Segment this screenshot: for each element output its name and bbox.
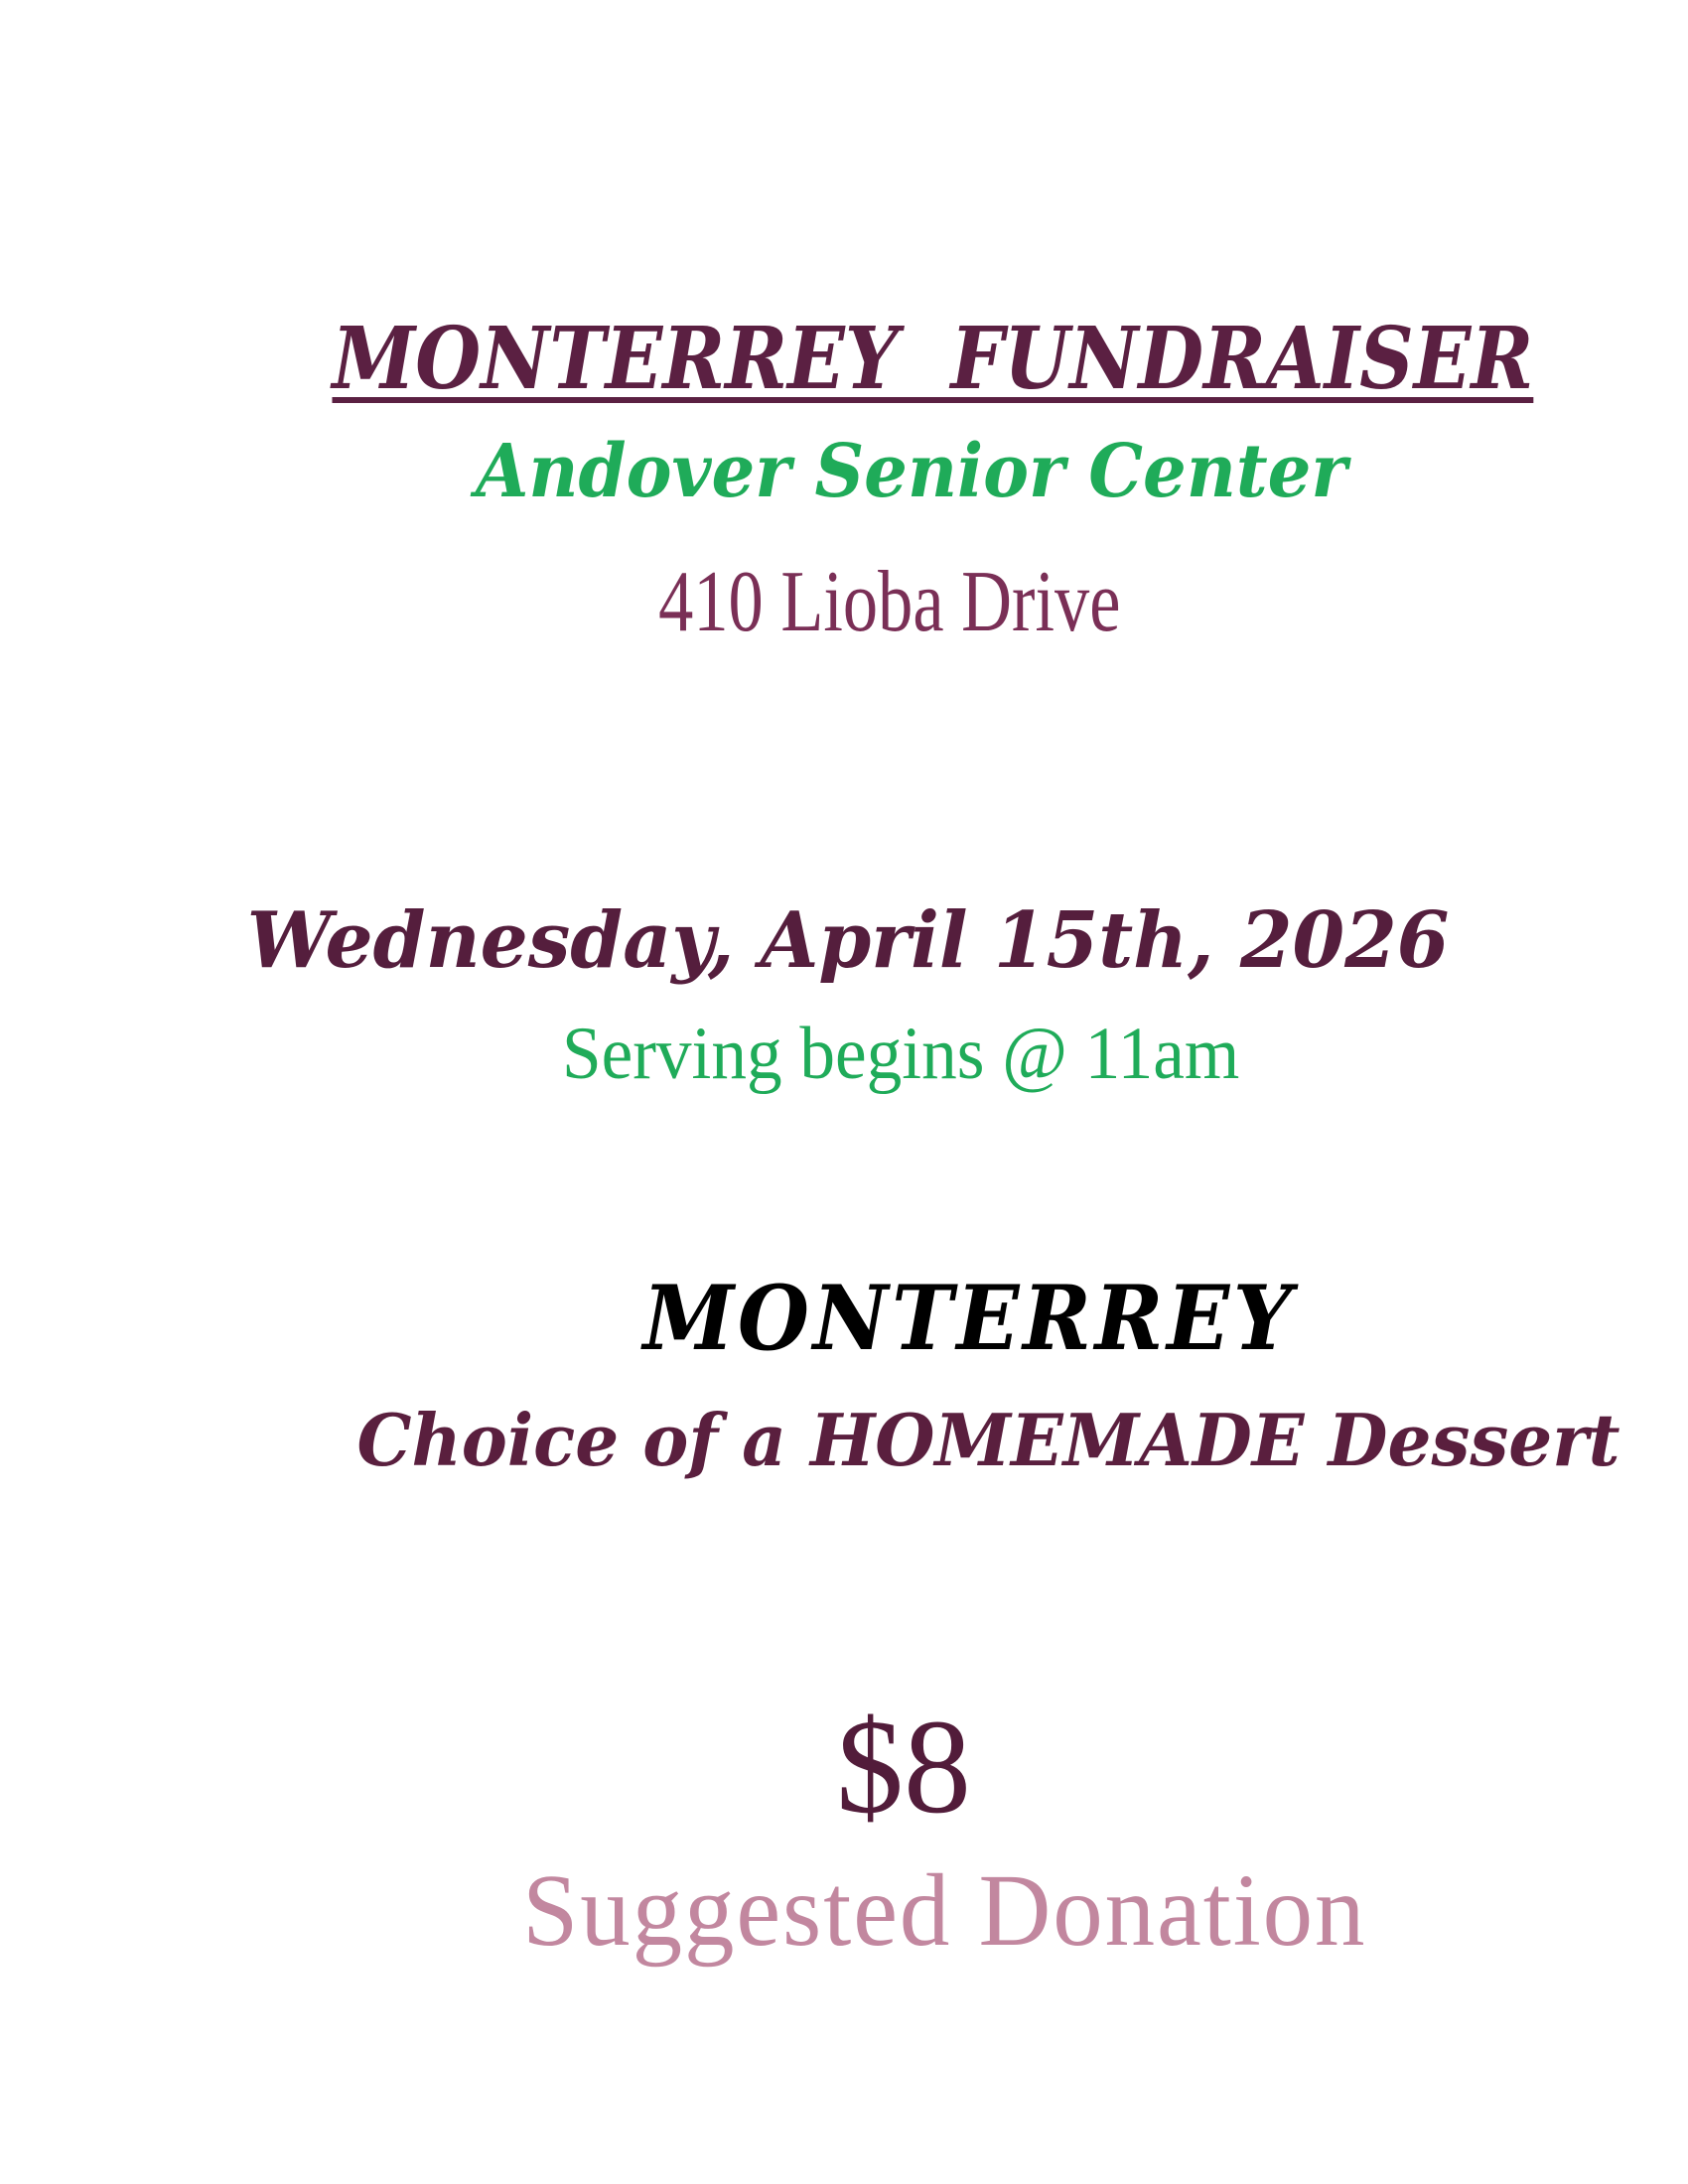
flyer-title-text: MONTERREY FUNDRAISER — [332, 309, 1534, 409]
address-text: 410 Lioba Drive — [658, 554, 1121, 650]
restaurant-name-text: MONTERREY — [642, 1266, 1296, 1371]
serving-time-text: Serving begins @ 11am — [562, 1013, 1240, 1095]
price-text: $8 — [836, 1693, 971, 1842]
donation-note-text: Suggested Donation — [521, 1853, 1367, 1968]
dessert-text: Choice of a HOMEMADE Dessert — [356, 1398, 1620, 1482]
venue-text: Andover Senior Center — [475, 429, 1347, 514]
serving-time-line — [0, 942, 1688, 1165]
donation-note-line — [0, 1756, 1688, 2066]
address-line — [0, 472, 1688, 734]
event-date-text: Wednesday, April 15th, 2026 — [246, 895, 1450, 986]
dessert-line — [0, 1333, 1688, 1548]
